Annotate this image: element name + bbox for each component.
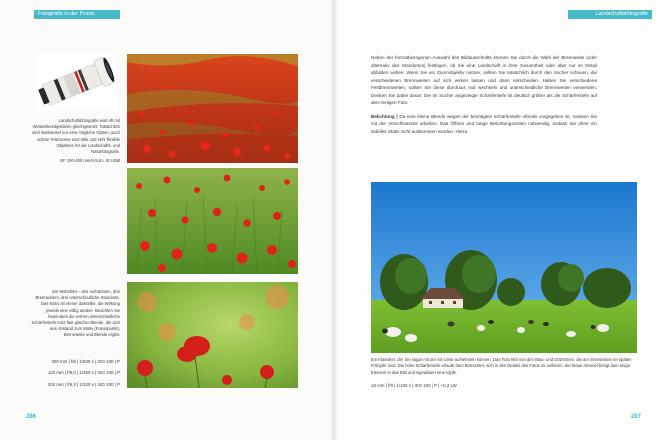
tech-line-1: 300 mm | f/8 | 1/500 s | ISO 100 | P xyxy=(51,359,120,364)
lens-caption-text: Landschaftsfotografie wird oft mit Weitwinkelobjektiven gleichgesetzt. Tatsächlich sind Weitwinkel nur eine mögliche Option, auch solche Telezoome sind tolle und sehr flexible Objektive für die Landschafts- und Naturfotografie. xyxy=(32,118,120,155)
tech-line-3: 200 mm | f/6,3 | 1/320 s | ISO 100 | P xyxy=(47,382,120,387)
body-text xyxy=(371,54,597,141)
section-tab-right: Landschaftsfotografie xyxy=(568,10,652,19)
poppy-field-photo-wide xyxy=(127,54,298,163)
meadow-caption: Ein Klassiker, der Sie sogar mit der Kit-Linse aufnehmen können. Das Foto lebt von den Blau- und Grüntönen, die am intensivsten im späten Frühjahr sind. Die hohe Schärfentiefe erlaubt dem Betrachter, sich in den Details des Fotos zu verlieren, der blaue Himmel bringt das ruhige Element in das Bild und signalisiert eine Idylle. xyxy=(371,357,632,375)
paragraph-exposure xyxy=(371,113,597,136)
section-tab-left: Fotografie in der Praxis xyxy=(34,10,120,19)
page-number-right: 287 xyxy=(631,414,642,420)
telezoom-lens-image xyxy=(36,54,116,110)
poppy-field-photo-medium xyxy=(127,168,298,274)
poppy-closeup-photo xyxy=(127,282,298,388)
lens-caption xyxy=(30,118,120,164)
lens-name: EF 100-400 mm/4-5,6 L IS USM xyxy=(60,158,120,164)
meadow-farmhouse-photo xyxy=(371,182,637,353)
page-number-left: 286 xyxy=(26,414,37,420)
paragraph-focal-length: Neben der formatbezogenen Auswahl des Bildausschnitts können Sie durch die Wahl der Brennweite (oder alternativ des Standortes) festlegen, ob Sie eine Landschaft in ihrer Gesamtheit oder aber nur im Detail abbilden wollen. Wenn Sie ein Zoomobjektiv nutzen, sollten Sie tatsächlich durch den Sucher schauen, die verschiedenen Brennweiten auf sich wirken lassen und dann entscheiden. Haben Sie verschiedene Festbrennweiten, sollten Sie diese durchaus mal wechseln und unterschiedliche Brennweiten verwenden. Denken Sie dabei daran: Die im Sucher angezeigte Schärfentiefe ist deutlich größer als die Schärfentiefe auf dem fertigen Foto. xyxy=(371,55,597,105)
tech-line-2: 120 mm | f/9,0 | 1/250 s | ISO 100 | P xyxy=(47,370,120,375)
exposure-lead: Belichtung | xyxy=(371,113,398,119)
gutter-shadow xyxy=(330,0,338,440)
exposure-text: Da eine kleine Blende wegen der benötigten Schärfentiefe oftmals vorgegeben ist, müssen Sie mit der Verschlusszeit arbeiten. Das Öffnen und lange Belichtungszeiten notwendig, sodass Sie ohne ein stabiles Stativ nicht auskommen werden. Hinzu xyxy=(371,113,597,134)
series-caption: Ein Mohnfeld – drei Aufnahmen, drei Brennweiten, drei unterschiedliche Standorte. Das Motiv ist immer dasselbe, die Wirkung jeweils eine völlig andere. Beachten Sie besonders die extrem unterschiedliche Schärfentiefe trotz fast gleicher Blende, die sich aus Abstand zum Motiv (Fokuspunkt), Brennweite und Blende ergibt. xyxy=(31,289,120,338)
meadow-tech-line: 18 mm | f/8 | 1/100 s | ISO 100 | P | +0,3 LW xyxy=(371,383,457,388)
